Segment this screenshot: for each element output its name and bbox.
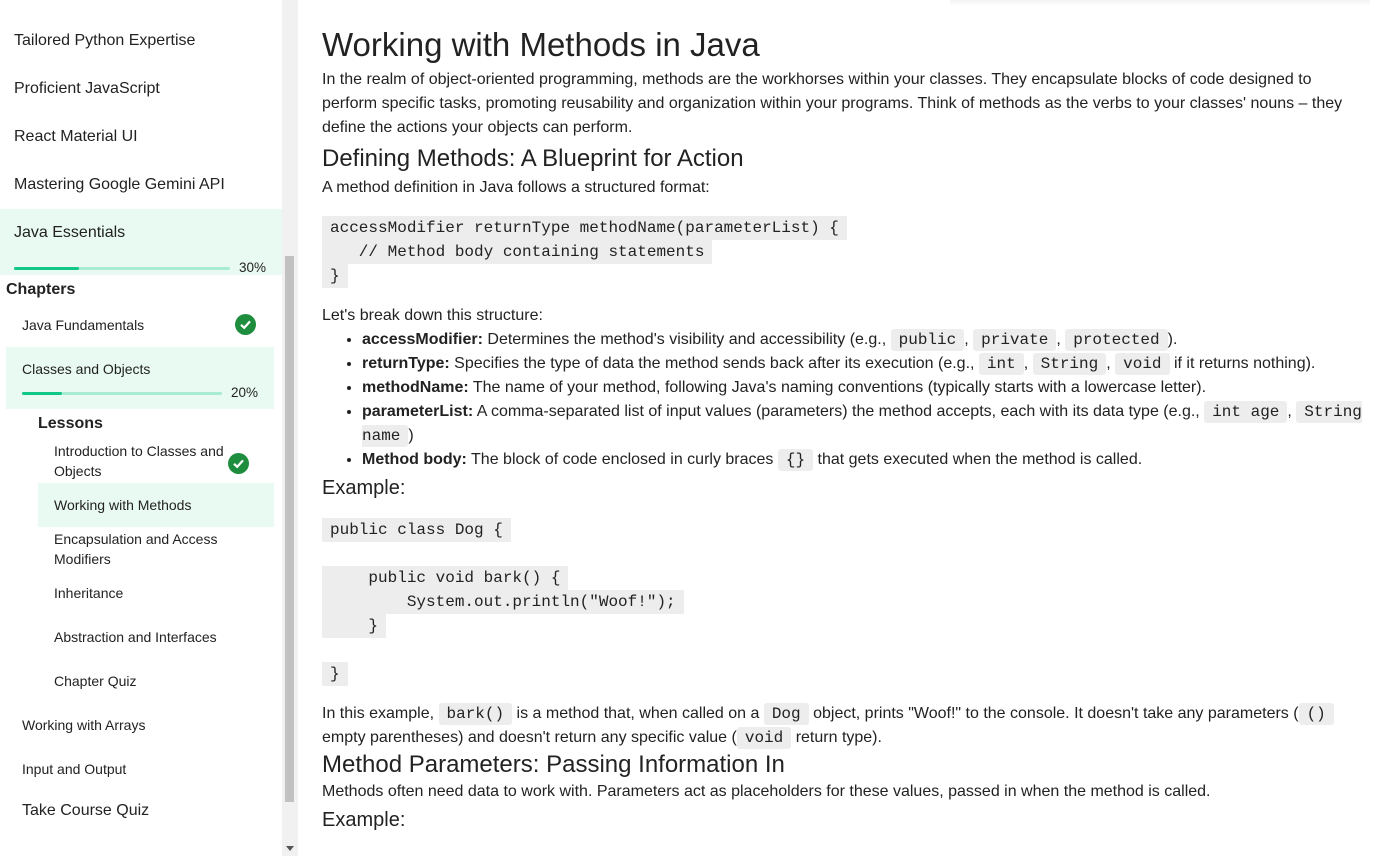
text: object, prints "Woof!" to the console. It doesn't take any parameters ( — [808, 705, 1299, 722]
lesson-label: Working with Methods — [54, 497, 192, 513]
code-line: public void bark() { — [322, 566, 568, 590]
chapter-progress-track — [22, 392, 222, 395]
page-title: Working with Methods in Java — [322, 26, 760, 63]
lesson-label: Encapsulation and Access Modifiers — [54, 531, 218, 567]
course-item-java-essentials[interactable] — [0, 209, 282, 275]
code-line: // Method body containing statements — [322, 240, 712, 264]
item-text: A comma-separated list of input values (parameters) the method accepts, each with its data type (e.g., — [473, 403, 1205, 420]
item-text: ) — [408, 427, 414, 444]
course-label: Tailored Python Expertise — [14, 32, 196, 49]
inline-code: String — [1033, 353, 1107, 375]
sidebar-nav — [0, 0, 282, 831]
inline-code: Dog — [764, 703, 809, 725]
course-label: Proficient JavaScript — [14, 80, 160, 97]
term: returnType: — [362, 355, 450, 372]
term: methodName: — [362, 379, 469, 396]
chapter-progress-text: 20% — [230, 385, 258, 400]
inline-code: int — [979, 353, 1024, 375]
item-text: that gets executed when the method is called. — [813, 451, 1143, 468]
lesson-item-encapsulation[interactable] — [38, 527, 274, 571]
chapter-item-arrays[interactable] — [0, 703, 282, 747]
item-text: The name of your method, following Java's naming conventions (typically starts with a lowercase letter). — [468, 379, 1207, 396]
sep: , — [964, 331, 974, 348]
course-progress — [14, 258, 266, 278]
paragraph: Methods often need data to work with. Parameters act as placeholders for these values, passed in when the method is called. — [322, 783, 1211, 800]
lesson-label: Inheritance — [54, 585, 124, 601]
chapter-item-java-fundamentals[interactable] — [0, 303, 282, 347]
course-quiz-label: Take Course Quiz — [22, 802, 150, 819]
scrollbar-thumb[interactable] — [285, 256, 294, 802]
chapters-heading: Chapters — [6, 281, 76, 298]
inline-code: void — [1115, 353, 1169, 375]
list-item — [362, 376, 1362, 400]
course-progress-text: 30% — [238, 260, 266, 275]
scroll-down-arrow-icon[interactable] — [286, 846, 294, 851]
code-line: public class Dog { — [322, 518, 511, 542]
take-course-quiz-link[interactable] — [0, 791, 282, 831]
intro-paragraph: In the realm of object-oriented programming, methods are the workhorses within your classes. They encapsulate blocks of code designed to perform specific tasks, promoting reusability and organization within your programs. Think of methods as the verbs to your classes' nouns – they define the actions your objects can perform. — [322, 71, 1343, 136]
inline-code: bark() — [439, 703, 513, 725]
code-line: } — [322, 614, 386, 638]
sep: , — [1056, 331, 1066, 348]
item-text: if it returns nothing). — [1169, 355, 1316, 372]
lesson-label: Abstraction and Interfaces — [54, 629, 217, 645]
sidebar-scrollbar[interactable] — [282, 0, 298, 856]
inline-code: {} — [778, 449, 813, 471]
lesson-content — [322, 0, 1362, 834]
code-line: } — [322, 264, 348, 288]
course-item-python[interactable] — [0, 17, 282, 65]
list-item — [362, 448, 1362, 472]
code-line: } — [322, 662, 348, 686]
check-circle-icon — [235, 314, 256, 335]
text: return type). — [791, 729, 882, 746]
check-circle-icon — [228, 453, 249, 474]
inline-code: int age — [1204, 401, 1287, 423]
chapter-progress — [22, 383, 258, 403]
text: empty parentheses) and doesn't return any specific value ( — [322, 729, 737, 746]
structure-list — [322, 328, 1362, 472]
sep: , — [1287, 403, 1297, 420]
lesson-item-abstraction[interactable] — [38, 615, 274, 659]
chapter-progress-fill — [22, 392, 62, 395]
lesson-label: Chapter Quiz — [54, 673, 137, 689]
chapter-label: Java Fundamentals — [22, 317, 145, 333]
code-line: accessModifier returnType methodName(parameterList) { — [322, 216, 847, 240]
example-heading: Example: — [322, 809, 406, 831]
item-text: ). — [1167, 331, 1178, 348]
explanation-paragraph — [322, 702, 1362, 750]
paragraph: Let's break down this structure: — [322, 307, 543, 324]
example-heading: Example: — [322, 477, 406, 499]
inline-code: private — [973, 329, 1056, 351]
course-progress-track — [14, 267, 230, 270]
text: In this example, — [322, 705, 439, 722]
item-text: The block of code enclosed in curly braces — [466, 451, 778, 468]
term: accessModifier: — [362, 331, 483, 348]
list-item — [362, 352, 1362, 376]
sep: , — [1023, 355, 1033, 372]
chapter-label: Classes and Objects — [22, 361, 151, 377]
inline-code: () — [1299, 703, 1334, 725]
chapter-label: Working with Arrays — [22, 717, 146, 733]
paragraph: A method definition in Java follows a structured format: — [322, 179, 710, 196]
course-label: Java Essentials — [14, 224, 126, 241]
lesson-label: Introduction to Classes and Objects — [54, 443, 224, 479]
inline-code: String name — [362, 403, 1362, 445]
course-item-javascript[interactable] — [0, 65, 282, 113]
course-label: Mastering Google Gemini API — [14, 176, 225, 193]
lessons-heading: Lessons — [38, 415, 103, 432]
chapter-item-classes-and-objects[interactable] — [6, 347, 274, 409]
list-item — [362, 400, 1362, 448]
section-heading: Defining Methods: A Blueprint for Action — [322, 145, 744, 172]
sidebar — [0, 0, 298, 856]
lesson-item-intro-classes[interactable] — [38, 439, 274, 483]
chapter-item-input-output[interactable] — [0, 747, 282, 791]
lesson-item-working-with-methods[interactable] — [38, 483, 274, 527]
course-item-react-mui[interactable] — [0, 113, 282, 161]
item-text: Specifies the type of data the method sends back after its execution (e.g., — [449, 355, 979, 372]
code-block — [322, 216, 1362, 288]
course-label: React Material UI — [14, 128, 138, 145]
item-text: Determines the method's visibility and accessibility (e.g., — [482, 331, 891, 348]
section-heading: Method Parameters: Passing Information In — [322, 751, 785, 778]
term: parameterList: — [362, 403, 474, 420]
chapter-label: Input and Output — [22, 761, 127, 777]
term: Method body: — [362, 451, 467, 468]
inline-code: void — [737, 727, 791, 749]
course-progress-fill — [14, 267, 79, 270]
inline-code: protected — [1065, 329, 1167, 351]
lesson-item-chapter-quiz[interactable] — [38, 659, 274, 703]
code-block — [322, 518, 1362, 686]
inline-code: public — [891, 329, 965, 351]
code-line: System.out.println("Woof!"); — [322, 590, 684, 614]
sep: , — [1106, 355, 1116, 372]
course-item-gemini[interactable] — [0, 161, 282, 209]
text: is a method that, when called on a — [512, 705, 764, 722]
lesson-item-inheritance[interactable] — [38, 571, 274, 615]
list-item — [362, 328, 1362, 352]
